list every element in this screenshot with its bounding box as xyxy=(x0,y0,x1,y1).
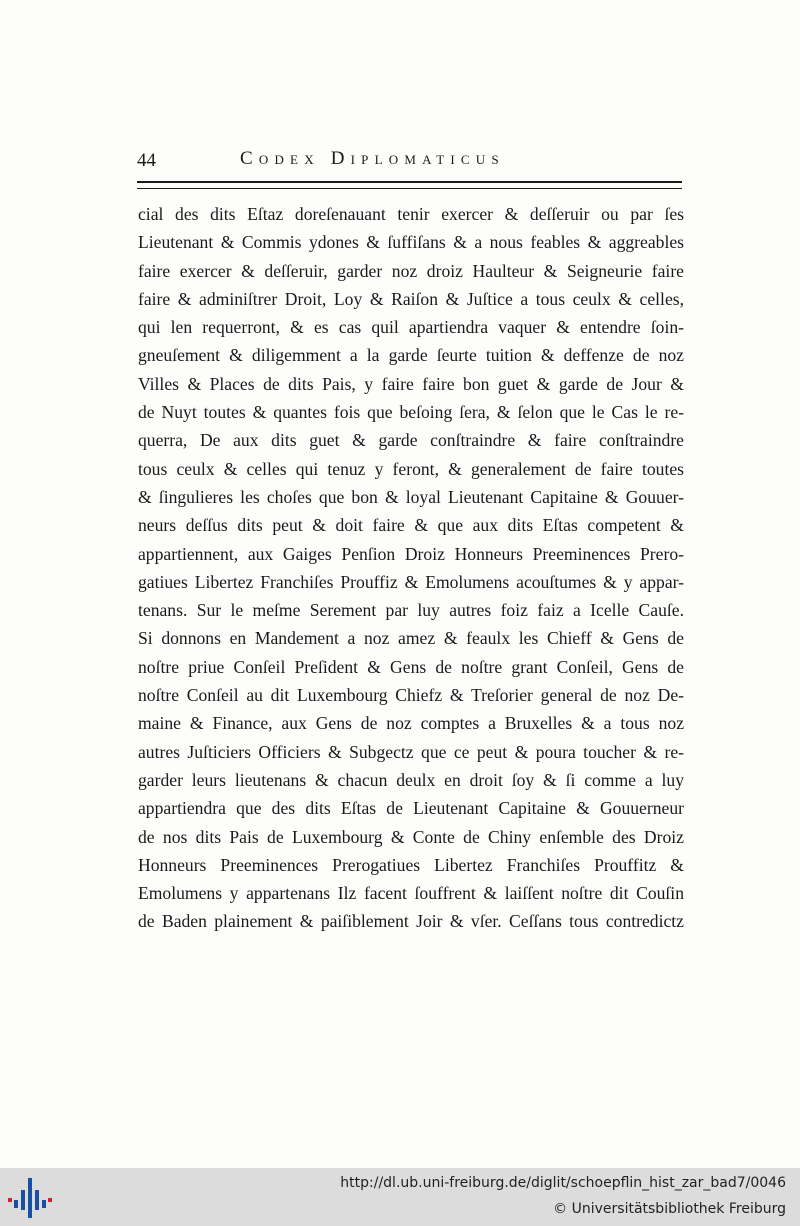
copyright-notice: © Universitätsbibliothek Freiburg xyxy=(553,1201,786,1217)
text-line: neurs deſſus dits peut & doit faire & que aux dits Eſtas competent & xyxy=(138,515,684,536)
text-line: autres Juſticiers Officiers & Subgectz que ce peut & poura toucher & re- xyxy=(138,741,684,762)
text-line: & ſingulieres les choſes que bon & loyal Lieutenant Capitaine & Gouuer- xyxy=(138,486,684,507)
text-line: cial des dits Eſtaz doreſenauant tenir exercer & deſſeruir ou par ſes xyxy=(138,204,684,224)
text-line: noſtre Conſeil au dit Luxembourg Chiefz & Treſorier general de noz De- xyxy=(138,685,684,706)
text-line: querra, De aux dits guet & garde conſtraindre & faire conſtraindre xyxy=(138,430,684,451)
text-line: Si donnons en Mandement a noz amez & feaulx les Chieff & Gens de xyxy=(138,628,684,649)
text-line: noſtre priue Conſeil Preſident & Gens de noſtre grant Conſeil, Gens de xyxy=(138,656,684,677)
ub-freiburg-logo-icon[interactable] xyxy=(8,1176,52,1220)
text-line: tenans. Sur le meſme Serement par luy autres foiz faiz a Icelle Cauſe. xyxy=(138,600,684,621)
header-rule-thick xyxy=(137,181,682,183)
permalink-link[interactable]: http://dl.ub.uni-freiburg.de/diglit/schoepflin_hist_zar_bad7/0046 xyxy=(340,1175,786,1191)
text-line: garder leurs lieutenans & chacun deulx en droit ſoy & ſi comme a luy xyxy=(138,769,684,790)
text-line: de Nuyt toutes & quantes fois que beſoing ſera, & ſelon que le Cas le re- xyxy=(138,402,684,423)
text-line: maine & Finance, aux Gens de noz comptes a Bruxelles & a tous noz xyxy=(138,713,684,734)
text-line: de Baden plainement & paiſiblement Joir & vſer. Ceſſans tous contredictz xyxy=(138,911,684,932)
running-title: Codex Diplomaticus xyxy=(240,148,505,169)
text-line: tous ceulx & celles qui tenuz y feront, & generalement de faire toutes xyxy=(138,458,684,479)
page-header xyxy=(137,146,682,176)
body-text xyxy=(138,200,684,936)
page-number: 44 xyxy=(137,150,156,171)
text-line: Emolumens y appartenans Ilz facent ſouffrent & laiſſent noſtre dit Couſin xyxy=(138,883,684,904)
text-line: faire exercer & deſſeruir, garder noz droiz Haulteur & Seigneurie faire xyxy=(138,260,684,281)
text-line: gatiues Libertez Franchiſes Prouffiz & Emolumens acouſtumes & y appar- xyxy=(138,571,684,592)
text-line: appartiendra que des dits Eſtas de Lieutenant Capitaine & Gouuerneur xyxy=(138,798,684,819)
text-line: qui len requerront, & es cas quil apartiendra vaquer & entendre ſoin- xyxy=(138,317,684,338)
text-line: Lieutenant & Commis ydones & ſuffiſans & a nous feables & aggreables xyxy=(138,232,684,253)
text-line: appartiennent, aux Gaiges Penſion Droiz Honneurs Preeminences Prero- xyxy=(138,543,684,564)
text-line: de nos dits Pais de Luxembourg & Conte de Chiny enſemble des Droiz xyxy=(138,826,684,847)
text-line: Villes & Places de dits Pais, y faire faire bon guet & garde de Jour & xyxy=(138,373,684,394)
footer-bar xyxy=(0,1168,800,1226)
text-line: Honneurs Preeminences Prerogatiues Libertez Franchiſes Prouffitz & xyxy=(138,854,684,875)
text-line: faire & adminiſtrer Droit, Loy & Raiſon & Juſtice a tous ceulx & celles, xyxy=(138,288,684,309)
header-rule-thin xyxy=(137,188,682,189)
text-line: gneuſement & diligemment a la garde ſeurte tuition & deffenze de noz xyxy=(138,345,684,366)
